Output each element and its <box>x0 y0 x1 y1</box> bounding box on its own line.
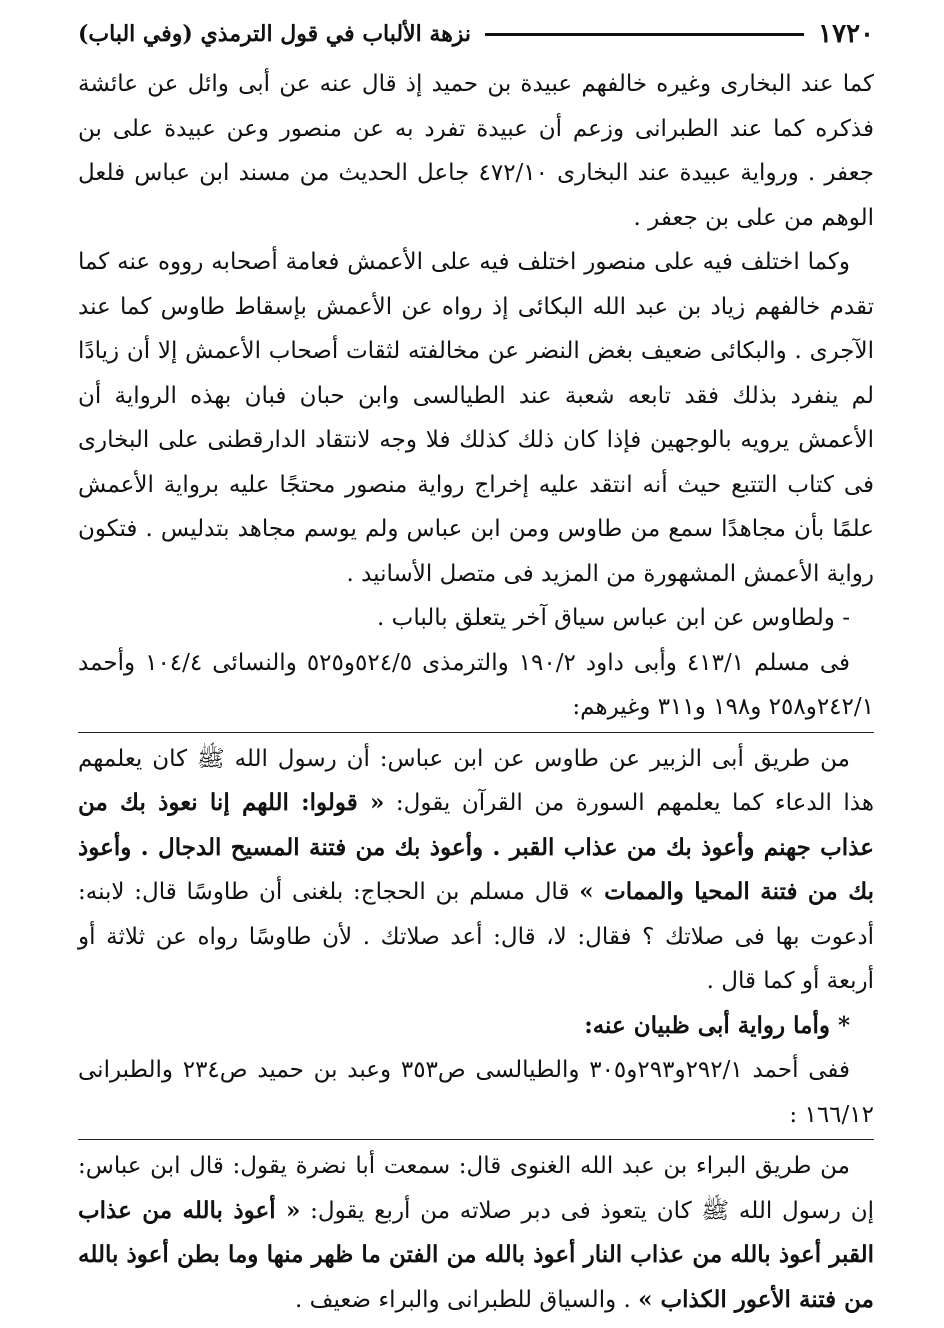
hadith-1-intro: من طريق أبى الزبير عن طاوس عن ابن عباس: أن رسول الله ﷺ كان يعلمهم هذا الدعاء كما يعلمهم السورة من القرآن يقول: <box>78 745 874 816</box>
hadith-2-rest: . والسياق للطبرانى والبراء ضعيف . <box>295 1286 631 1313</box>
paragraph-3: - ولطاوس عن ابن عباس سياق آخر يتعلق بالباب . <box>377 605 850 631</box>
hadith-2-intro: من طريق البراء بن عبد الله الغنوى قال: سمعت أبا نضرة يقول: قال ابن عباس: إن رسول الله ﷺ كان يتعوذ فى دبر صلاته من أربع يقول: <box>78 1153 875 1224</box>
hadith-1 <box>78 737 874 1004</box>
hadith-1-rest: قال مسلم بن الحجاج: بلغنى أن طاوسًا قال: لابنه: أدعوت بها فى صلاتك ؟ فقال: لا، قال: أعد صلاتك . لأن طاوسًا رواه عن ثلاثة أو أربعة أو كما قال . <box>78 879 874 994</box>
hadith-2 <box>78 1144 874 1322</box>
star-bullet-icon: * <box>837 1011 850 1039</box>
hadith-1-rule <box>78 732 874 733</box>
paragraph-5: ففى أحمد ٢٩٢/١و٢٩٣و٣٠٥ والطيالسى ص٣٥٣ وعبد بن حميد ص٢٣٤ والطبرانى ١٦٦/١٢ : <box>78 1057 874 1128</box>
paragraph-2: وكما اختلف فيه على منصور اختلف فيه على الأعمش فعامة أصحابه رووه عنه كما تقدم خالفهم زياد بن عبد الله البكائى إذ رواه عن الأعمش بإسقاط طاوس كما عند الآجرى . والبكائى ضعيف بغض النضر عن مخالفته لثقات أصحاب الأعمش إلا أن زيادًا لم ينفرد بذلك فقد تابعه شعبة عند الطيالسى وابن حبان فبان بهذه الرواية أن الأعمش يرويه بالوجهين فإذا كان ذلك كذلك فلا وجه لانتقاد الدارقطنى على البخارى فى كتاب التتبع حيث أنه انتقد عليه إخراج رواية منصور محتجًا عليه برواية الأعمش علمًا بأن مجاهدًا سمع من طاوس ومن ابن عباس ولم يوسم مجاهد بتدليس . فتكون رواية الأعمش المشهورة من المزيد فى متصل الأسانيد . <box>78 249 874 587</box>
hadith-2-quote: « أعوذ بالله من عذاب القبر أعوذ بالله من عذاب النار أعوذ بالله من الفتن ما ظهر منها وما بطن أعوذ بالله من فتنة الأعور الكذاب » <box>78 1196 874 1313</box>
page-header <box>78 14 874 54</box>
page-number: ١٧٢٠ <box>818 19 874 49</box>
hadith-1-quote: « قولوا: اللهم إنا نعوذ بك من عذاب جهنم وأعوذ بك من عذاب القبر . وأعوذ بك من فتنة المسيح الدجال . وأعوذ بك من فتنة المحيا والممات » <box>78 789 875 905</box>
section-heading <box>78 1004 874 1049</box>
header-rule <box>485 33 804 36</box>
running-title: نزهة الألباب في قول الترمذي (وفي الباب) <box>78 21 472 47</box>
paragraph-4: فى مسلم ٤١٣/١ وأبى داود ١٩٠/٢ والترمذى ٥٢٤/٥و٥٢٥ والنسائى ١٠٤/٤ وأحمد ٢٤٢/١و٢٥٨ و١٩٨ و٣١١ وغيرهم: <box>78 649 874 720</box>
section-heading-text: وأما رواية أبى ظبيان عنه: <box>584 1011 830 1039</box>
hadith-2-rule <box>78 1139 874 1140</box>
paragraph-1: كما عند البخارى وغيره خالفهم عبيدة بن حميد إذ قال عنه عن أبى وائل عن عائشة فذكره كما عند الطبرانى وزعم أن عبيدة تفرد به عن منصور وعن عبيدة على بن جعفر . ورواية عبيدة عند البخارى ٤٧٢/١٠ جاعل الحديث من مسند ابن عباس فلعل الوهم من على بن جعفر . <box>78 71 874 231</box>
page-body <box>78 62 874 1322</box>
